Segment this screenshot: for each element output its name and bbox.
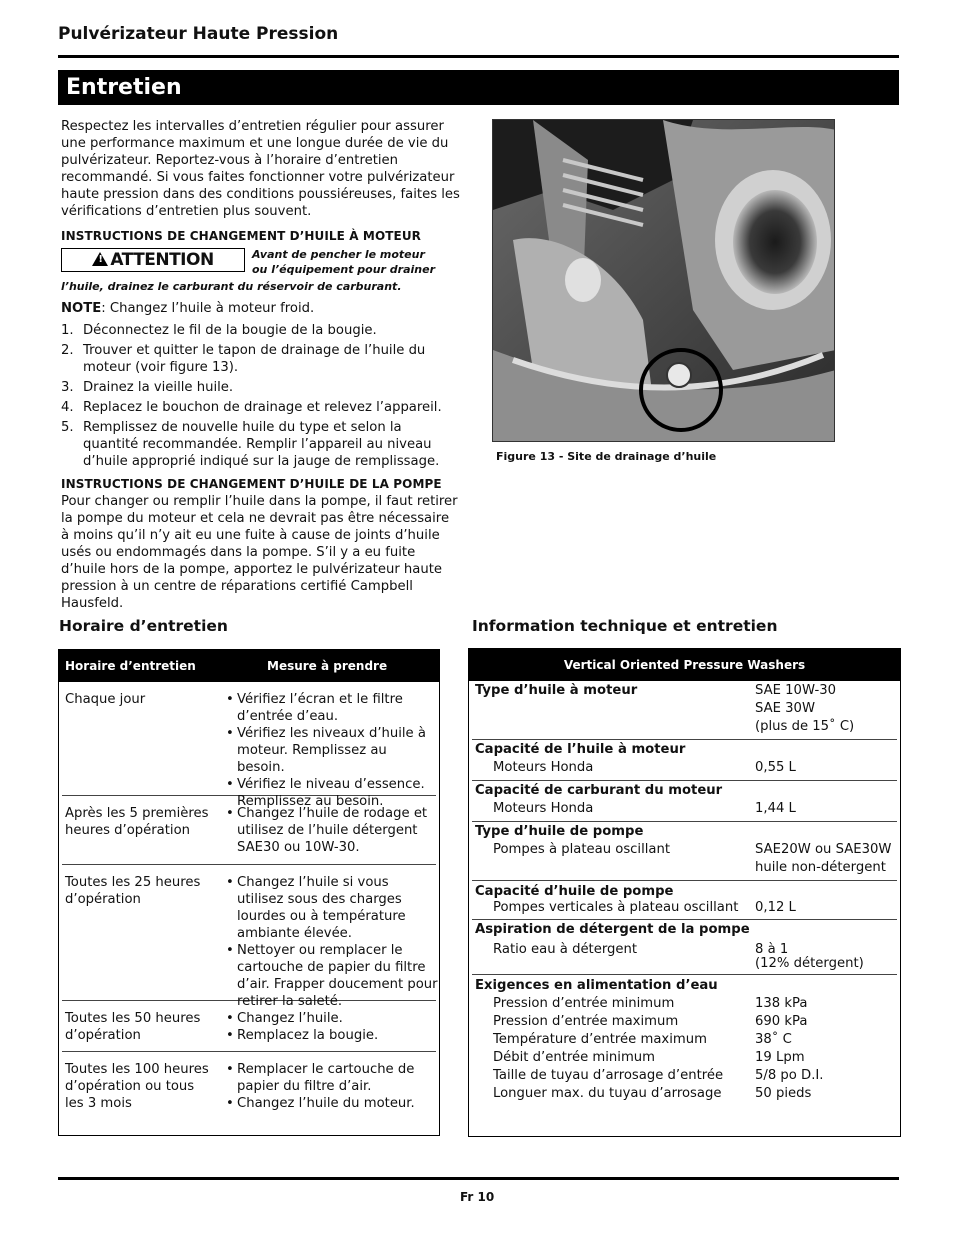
action-item: • Changez l’huile du moteur.: [226, 1095, 438, 1112]
action-list: [226, 691, 438, 810]
pump-oil-heading: INSTRUCTIONS DE CHANGEMENT D’HUILE DE LA POMPE: [61, 477, 442, 491]
spec-sublabel: Moteurs Honda: [493, 760, 594, 775]
table-row: [472, 822, 897, 881]
spec-value: SAE 30W: [755, 701, 815, 716]
step-number: 5.: [61, 420, 74, 435]
footer-divider: [58, 1177, 899, 1180]
spec-label: Capacité de carburant du moteur: [475, 783, 723, 798]
tech-info-title: Information technique et entretien: [472, 617, 778, 635]
table-row: [62, 796, 436, 865]
spec-label: Capacité de l’huile à moteur: [475, 742, 686, 757]
spec-value: 1,44 L: [755, 801, 796, 816]
spec-sublabel: Pompes à plateau oscillant: [493, 842, 671, 857]
intro-paragraph: Respectez les intervalles d’entretien régulier pour assurer une performance maximum et une longue durée de vie du pulvérizateur. Reportez-vous à l’horaire d’entretien recommandé. Si vous faites fonctionner votre pulvérizateur haute pression dans des conditions poussiéreuses, faites les vérifications d’entretien plus souvent.: [61, 119, 460, 219]
step-item: [61, 322, 461, 339]
spec-sublabel: Taille de tuyau d’arrosage d’entrée: [493, 1068, 724, 1083]
oil-change-heading: INSTRUCTIONS DE CHANGEMENT D’HUILE À MOTEUR: [61, 229, 422, 243]
header-divider: [58, 55, 899, 58]
spec-sublabel: Moteurs Honda: [493, 801, 594, 816]
table-row: [472, 881, 897, 920]
spec-value: 38˚ C: [755, 1032, 792, 1047]
step-text: Déconnectez le fil de la bougie de la bougie.: [83, 323, 377, 338]
oil-change-steps: [61, 322, 461, 470]
section-title: Entretien: [58, 70, 899, 105]
step-text: Replacez le bouchon de drainage et relevez l’appareil.: [83, 400, 442, 415]
spec-value: SAE20W ou SAE30W: [755, 842, 892, 857]
spec-label: Aspiration de détergent de la pompe: [475, 922, 750, 937]
spec-sublabel: Débit d’entrée minimum: [493, 1050, 656, 1065]
table-row: [472, 740, 897, 781]
attention-line-1: Avant de pencher le moteur: [252, 248, 425, 261]
step-text: Remplissez de nouvelle huile du type et selon la quantité recommandée. Remplir l’appareil au niveau d’huile approprié indiqué sur la jauge de remplissage.: [83, 420, 440, 469]
engine-drain-photo: [492, 119, 835, 442]
spec-sublabel: Pompes verticales à plateau oscillant: [493, 900, 739, 915]
spec-label: Exigences en alimentation d’eau: [475, 978, 718, 993]
spec-sublabel: Longuer max. du tuyau d’arrosage: [493, 1086, 722, 1101]
engine-drain-illustration: [493, 120, 835, 442]
warning-icon: [92, 252, 108, 266]
note: [61, 300, 461, 317]
action-list: [226, 805, 438, 856]
spec-value: 19 Lpm: [755, 1050, 805, 1065]
table-row: [472, 920, 897, 975]
spec-value: SAE 10W-30: [755, 683, 836, 698]
intro-column: [61, 118, 461, 612]
action-item: • Changez l’huile si vous utilisez sous des charges lourdes ou à température ambiante élevée.: [226, 874, 438, 942]
attention-badge: [61, 248, 245, 272]
action-item: • Remplacer le cartouche de papier du filtre d’air.: [226, 1061, 438, 1095]
attention-line-3: l’huile, drainez le carburant du réservoir de carburant.: [61, 280, 402, 293]
action-item: • Changez l’huile de rodage et utilisez de l’huile détergent SAE30 ou 10W-30.: [226, 805, 438, 856]
note-text: : Changez l’huile à moteur froid.: [101, 301, 315, 316]
spec-value: 5/8 po D.I.: [755, 1068, 824, 1083]
table-row: [62, 865, 438, 1009]
spec-value: 690 kPa: [755, 1014, 808, 1029]
pump-oil-paragraph: Pour changer ou remplir l’huile dans la pompe, il faut retirer la pompe du moteur et cela ne devrait pas être nécessaire à moins qu’il n’y ait eu une fuite à cause de joints d’huile usés ou endommagés dans la pompe. S’il y a eu fuite d’huile hors de la pompe, apportez le pulvérizateur haute pression à un centre de réparations certifié Campbell Hausfeld.: [61, 494, 458, 611]
step-item: [61, 342, 461, 376]
schedule-interval: Après les 5 premières heures d’opération: [65, 806, 209, 838]
action-item: • Nettoyer ou remplacer le cartouche de papier du filtre d’air. Frapper doucement pour retirer la saleté.: [226, 942, 438, 1010]
schedule-interval: Chaque jour: [65, 692, 146, 707]
action-list: [226, 874, 438, 1010]
spec-value: 0,55 L: [755, 760, 796, 775]
maintenance-schedule-table: [58, 649, 440, 1136]
spec-label: Capacité d’huile de pompe: [475, 884, 674, 899]
spec-value: 50 pieds: [755, 1086, 812, 1101]
schedule-interval: Toutes les 100 heures d’opération ou tous les 3 mois: [65, 1062, 209, 1111]
schedule-title: Horaire d’entretien: [59, 617, 228, 635]
page-header-title: Pulvérizateur Haute Pression: [58, 24, 339, 44]
step-item: [61, 399, 461, 416]
attention-label: ATTENTION: [110, 250, 214, 270]
attention-row: [61, 248, 461, 276]
action-col-header: Mesure à prendre: [267, 659, 388, 673]
step-text: Drainez la vieille huile.: [83, 380, 234, 395]
table-row: [472, 975, 897, 1115]
step-text: Trouver et quitter le tapon de drainage de l’huile du moteur (voir figure 13).: [83, 343, 426, 375]
schedule-col-header: Horaire d’entretien: [65, 659, 196, 673]
step-number: 1.: [61, 323, 74, 338]
tech-table-header: Vertical Oriented Pressure Washers: [469, 649, 900, 681]
action-item: • Vérifiez les niveaux d’huile à moteur. Remplissez au besoin.: [226, 725, 438, 776]
table-row: [62, 1001, 436, 1052]
spec-value: 0,12 L: [755, 900, 796, 915]
spec-sublabel: Ratio eau à détergent: [493, 942, 638, 957]
table-row: [472, 681, 897, 740]
spec-sublabel: Température d’entrée maximum: [493, 1032, 707, 1047]
spec-value: 8 à 1: [755, 942, 789, 957]
spec-label: Type d’huile à moteur: [475, 683, 638, 698]
schedule-interval: Toutes les 50 heures d’opération: [65, 1011, 201, 1043]
schedule-interval: Toutes les 25 heures d’opération: [65, 875, 201, 907]
tech-info-table: [468, 648, 901, 1137]
step-item: [61, 419, 461, 470]
action-item: • Vérifiez l’écran et le filtre d’entrée d’eau.: [226, 691, 438, 725]
action-list: [226, 1061, 438, 1112]
spec-sublabel: Pression d’entrée minimum: [493, 996, 675, 1011]
note-label: NOTE: [61, 301, 102, 316]
step-number: 3.: [61, 380, 74, 395]
spec-value: 138 kPa: [755, 996, 808, 1011]
spec-value: (12% détergent): [755, 956, 864, 971]
table-row: [472, 781, 897, 822]
attention-line-2: ou l’équipement pour drainer: [252, 263, 436, 276]
step-number: 4.: [61, 400, 74, 415]
spec-sublabel: Pression d’entrée maximum: [493, 1014, 679, 1029]
schedule-table-header: [59, 650, 439, 682]
attention-text: [252, 247, 435, 277]
action-item: • Remplacez la bougie.: [226, 1027, 438, 1044]
action-item: • Vérifiez le niveau d’essence. Remplissez au besoin.: [226, 776, 438, 810]
spec-value: huile non-détergent: [755, 860, 886, 875]
spec-value: (plus de 15˚ C): [755, 719, 855, 734]
page-number: Fr 10: [460, 1190, 495, 1204]
figure-caption: Figure 13 - Site de drainage d’huile: [496, 450, 717, 463]
action-item: • Changez l’huile.: [226, 1010, 438, 1027]
step-number: 2.: [61, 343, 74, 358]
spec-label: Type d’huile de pompe: [475, 824, 644, 839]
step-item: [61, 379, 461, 396]
table-row: [62, 682, 436, 809]
action-list: [226, 1010, 438, 1044]
table-row: [62, 1052, 436, 1132]
